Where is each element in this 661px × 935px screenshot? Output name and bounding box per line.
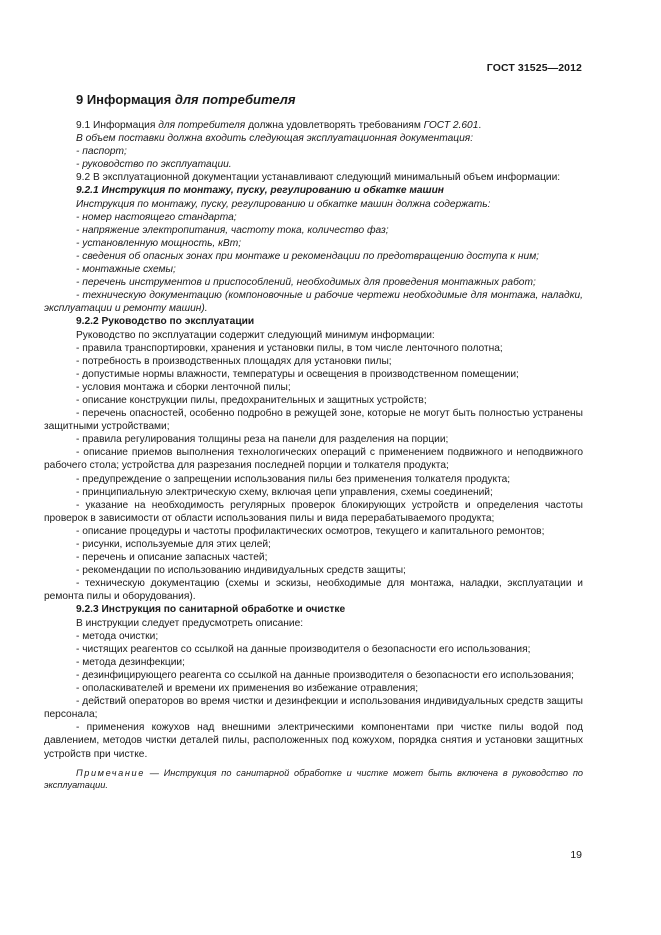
subsection-9-2-1-list-item: - сведения об опасных зонах при монтаже и рекомендации по предотвращению доступа к ним; [76,250,540,262]
subsection-9-2-1-list-item: - перечень инструментов и приспособлений, необходимых для проведения монтажных работ; [76,277,536,289]
subsection-9-2-3-list-item: - ополаскивателей и времени их применения во избежание отравления; [76,683,419,695]
page-number: 19 [570,849,582,861]
subsection-9-2-2-list-item: - предупреждение о запрещении использования пилы без применения толкателя продукта; [76,473,511,485]
p91-text-a: 9.1 Информация [76,120,159,131]
docs-list-item: - руководство по эксплуатации. [76,159,232,171]
subsection-9-2-1-list-item: - напряжение электропитания, частоту тока, количество фаз; [76,224,389,236]
subsection-9-2-1-intro: Инструкция по монтажу, пуску, регулированию и обкатке машин должна содержать: [76,198,491,210]
document-body [44,92,583,791]
p91-text-c: должна удовлетворять требованиям [245,120,424,131]
subsection-9-2-2-list-item: - перечень и описание запасных частей; [76,552,268,564]
subsection-9-2-2-list-item: - рекомендации по использованию индивидуальных средств защиты; [76,565,406,577]
subsection-9-2-1-list [44,211,583,316]
docs-list [44,145,583,171]
subsection-9-2-1-list-item: - монтажные схемы; [76,264,176,276]
subsection-9-2-2-list-item: - указание на необходимость регулярных проверок блокирующих устройств и определения частоты проверок в зависимости от области использования пилы и вида перерабатываемого продукта; [44,499,583,524]
note-label: Примечание [76,767,145,778]
p91-standard-ref: ГОСТ 2.601 [423,120,479,131]
subsection-9-2-3-intro: В инструкции следует предусмотреть описание: [76,617,304,629]
section-title [76,92,583,108]
subsection-9-2-2-list-item: - рисунки, используемые для этих целей; [76,539,271,550]
section-title-plain: 9 Информация [76,92,175,107]
subsection-9-2-3-list [44,630,583,761]
subsection-9-2-1-title: 9.2.1 Инструкция по монтажу, пуску, регулированию и обкатке машин [76,185,444,197]
subsection-9-2-2-title: 9.2.2 Руководство по эксплуатации [76,316,255,328]
p91-text-e: . [478,120,482,131]
subsection-9-2-1-list-item: - установленную мощность, кВт; [76,237,242,249]
subsection-9-2-3-list-item: - дезинфицирующего реагента со ссылкой на данные производителя о безопасности его использования; [76,669,574,681]
subsection-9-2-2-list-item: - описание конструкции пилы, предохранительных и защитных устройств; [76,394,427,406]
subsection-9-2-1-list-item: - номер настоящего стандарта; [76,211,237,223]
docs-intro: В объем поставки должна входить следующая эксплуатационная документация: [76,133,474,145]
subsection-9-2-2-list-item: - правила регулирования толщины реза на панели для разделения на порции; [76,434,449,446]
paragraph-9-2: 9.2 В эксплуатационной документации устанавливают следующий минимальный объем информации: [76,172,561,184]
subsection-9-2-3-list-item: - действий операторов во время чистки и дезинфекции и использования индивидуальных средств защиты персонала; [44,696,583,721]
subsection-9-2-2-list-item: - принципиальную электрическую схему, включая цепи управления, схемы соединений; [76,486,493,498]
subsection-9-2-2-list-item: - техническую документацию (схемы и эскизы, необходимые для монтажа, наладки, эксплуатации и ремонта пилы и оборудования). [44,578,583,603]
subsection-9-2-3-list-item: - метода дезинфекции; [76,656,185,668]
standard-designation: ГОСТ 31525—2012 [486,62,582,74]
subsection-9-2-3-list-item: - применения кожухов над внешними электрическими компонентами при чистке пилы водой под давлением, методов чистки деталей пилы, расположенных под кожухом, порядка снятия и установки защитных устройств при чистке. [44,722,583,760]
paragraph-9-1 [44,119,583,132]
p91-text-b: для потребителя [158,120,246,131]
subsection-9-2-1-list-item: - техническую документацию (компоновочные и рабочие чертежи необходимые для монтажа, наладки, эксплуатации и ремонту машин). [44,290,583,315]
note-text: — Инструкция по санитарной обработке и чистке может быть включена в руководство по эксплуатации. [44,767,583,790]
subsection-9-2-3-title: 9.2.3 Инструкция по санитарной обработке и очистке [76,604,346,616]
subsection-9-2-3-list-item: - метода очистки; [76,630,159,642]
subsection-9-2-2-list [44,342,583,604]
docs-list-item: - паспорт; [76,146,127,158]
subsection-9-2-2-list-item: - допустимые нормы влажности, температуры и освещения в производственном помещении; [76,368,519,380]
section-title-italic: для потребителя [174,92,296,107]
subsection-9-2-2-intro: Руководство по эксплуатации содержит следующий минимум информации: [76,329,435,341]
subsection-9-2-3-list-item: - чистящих реагентов со ссылкой на данные производителя о безопасности его использования; [76,643,531,655]
subsection-9-2-2-list-item: - правила транспортировки, хранения и установки пилы, в том числе ленточного полотна; [76,342,503,354]
note [44,767,583,792]
subsection-9-2-2-list-item: - условия монтажа и сборки ленточной пилы; [76,381,291,393]
subsection-9-2-2-list-item: - описание приемов выполнения технологических операций с применением подвижного и неподвижного рабочего стола; устройства для разрезания последней порции и толкателя продукта; [44,447,583,472]
subsection-9-2-2-list-item: - перечень опасностей, особенно подробно в режущей зоне, которые не могут быть полностью устранены защитными устройствами; [44,408,583,433]
subsection-9-2-2-list-item: - описание процедуры и частоты профилактических осмотров, текущего и капитального ремонтов; [76,525,545,537]
subsection-9-2-2-list-item: - потребность в производственных площадях для установки пилы; [76,355,392,367]
